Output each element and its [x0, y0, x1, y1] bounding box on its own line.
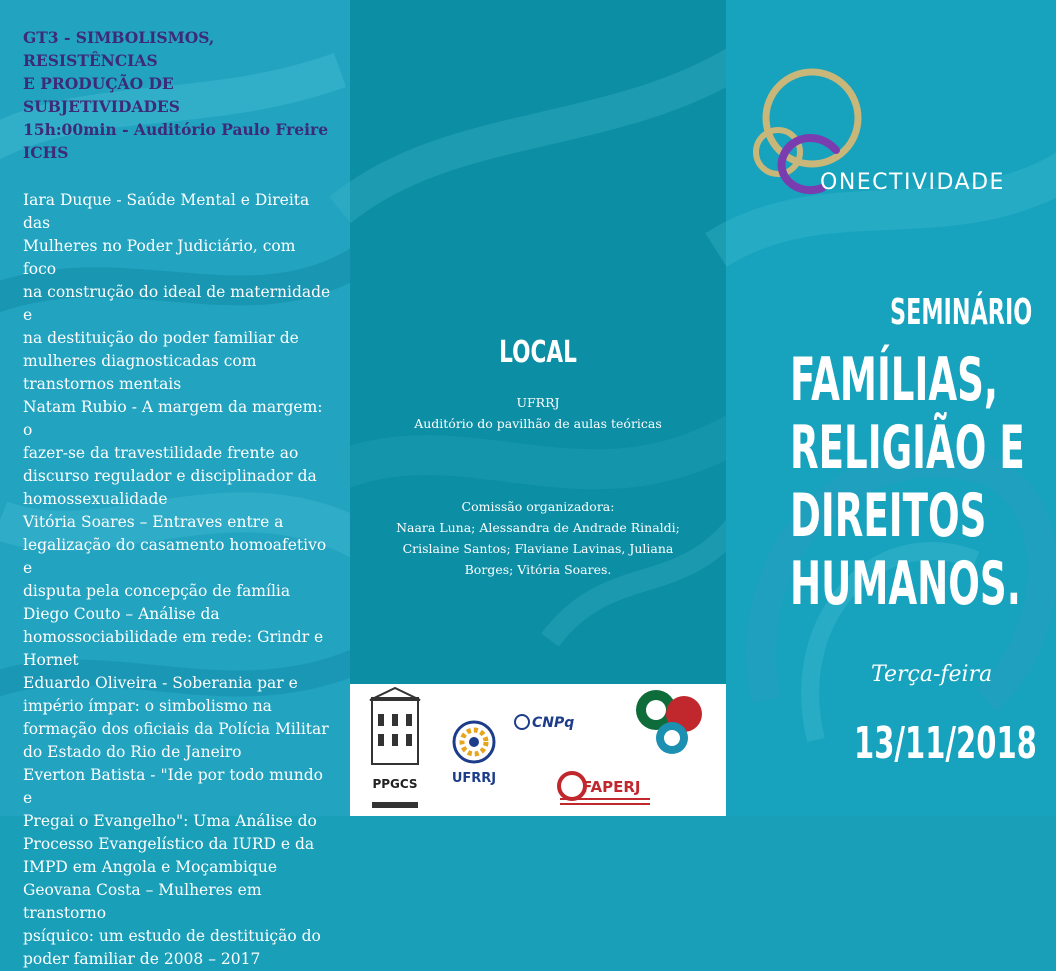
talk-line: na construção do ideal de maternidade e: [23, 283, 331, 324]
event-date: 13/11/2018: [854, 718, 1037, 769]
sponsor-logos: [350, 684, 726, 816]
talk-line: legalização do casamento homoafetivo e: [23, 536, 327, 577]
session-title-line: GT3 - SIMBOLISMOS, RESISTÊNCIAS: [23, 28, 215, 70]
talk-line: transtornos mentais: [23, 375, 182, 393]
dcs-logo: [636, 690, 702, 754]
ppgcs-label: PPGCS: [372, 777, 418, 791]
event-weekday: Terça-feira: [871, 662, 993, 687]
talk-line: discurso regulador e disciplinador da: [23, 467, 317, 485]
committee-line: Naara Luna; Alessandra de Andrade Rinaldi;: [396, 520, 680, 535]
ufrrj-label: UFRRJ: [451, 771, 497, 786]
talk-line: homossociabilidade em rede: Grindr e: [23, 628, 324, 646]
talk-line: império ímpar: o simbolismo na: [23, 697, 272, 715]
venue-name: UFRRJ: [516, 395, 560, 410]
committee-title: Comissão organizadora:: [461, 499, 615, 514]
talk-line: disputa pela concepção de família: [23, 582, 291, 600]
program-list: [23, 26, 333, 971]
talk-line: Vitória Soares – Entraves entre a: [23, 513, 284, 531]
talk-line: poder familiar de 2008 – 2017: [23, 950, 261, 968]
talk-line: Geovana Costa – Mulheres em transtorno: [23, 881, 262, 922]
committee-line: Borges; Vitória Soares.: [464, 562, 612, 577]
talk-line: Diego Couto – Análise da: [23, 605, 220, 623]
talk-line: psíquico: um estudo de destituição do: [23, 927, 321, 945]
cnpq-logo: [515, 715, 574, 731]
talk-line: fazer-se da travestilidade frente ao: [23, 444, 299, 462]
event-title-line: RELIGIÃO E: [790, 413, 1025, 483]
talk-line: formação dos oficiais da Polícia Militar: [23, 720, 329, 738]
talk-line: Iara Duque - Saúde Mental e Direita das: [23, 191, 310, 232]
venue-address: Auditório do pavilhão de aulas teóricas: [414, 416, 662, 431]
local-heading: LOCAL: [499, 335, 577, 370]
event-title-line: HUMANOS.: [790, 549, 1021, 619]
session-title-line: E PRODUÇÃO DE SUBJETIVIDADES: [23, 74, 180, 116]
talk-line: Eduardo Oliveira - Soberania par e: [23, 674, 298, 692]
faperj-logo: [559, 773, 650, 805]
ufrrj-logo: [452, 722, 496, 786]
committee-line: Crislaine Santos; Flaviane Lavinas, Juliana: [402, 541, 674, 556]
event-type: SEMINÁRIO: [890, 292, 1033, 333]
faperj-label: FAPERJ: [582, 778, 641, 796]
talk-line: mulheres diagnosticadas com: [23, 352, 257, 370]
ppgcs-logo: [370, 688, 420, 808]
brand-name: ONECTIVIDADE: [820, 170, 1005, 195]
talk-line: do Estado do Rio de Janeiro: [23, 743, 242, 761]
talk-line: Mulheres no Poder Judiciário, com foco: [23, 237, 296, 278]
cnpq-label: CNPq: [532, 715, 575, 731]
sponsor-logos-art: [350, 684, 726, 816]
talk-line: IMPD em Angola e Moçambique: [23, 858, 278, 876]
event-title-line: FAMÍLIAS,: [790, 345, 999, 415]
session-title-line: 15h:00min - Auditório Paulo Freire: [23, 120, 329, 139]
talk-line: Processo Evangelístico da IURD e da: [23, 835, 315, 853]
session-title-line: ICHS: [23, 143, 69, 162]
talks-list: [23, 189, 333, 971]
talk-line: Everton Batista - "Ide por todo mundo e: [23, 766, 323, 807]
talk-line: Natam Rubio - A margem da margem: o: [23, 398, 323, 439]
talk-line: Pregai o Evangelho": Uma Análise do: [23, 812, 317, 830]
talk-line: homossexualidade: [23, 490, 168, 508]
session-title: [23, 26, 333, 164]
talk-line: Hornet: [23, 651, 79, 669]
left-panel: [0, 0, 350, 968]
event-title-line: DIREITOS: [790, 481, 987, 551]
talk-line: na destituição do poder familiar de: [23, 329, 299, 347]
